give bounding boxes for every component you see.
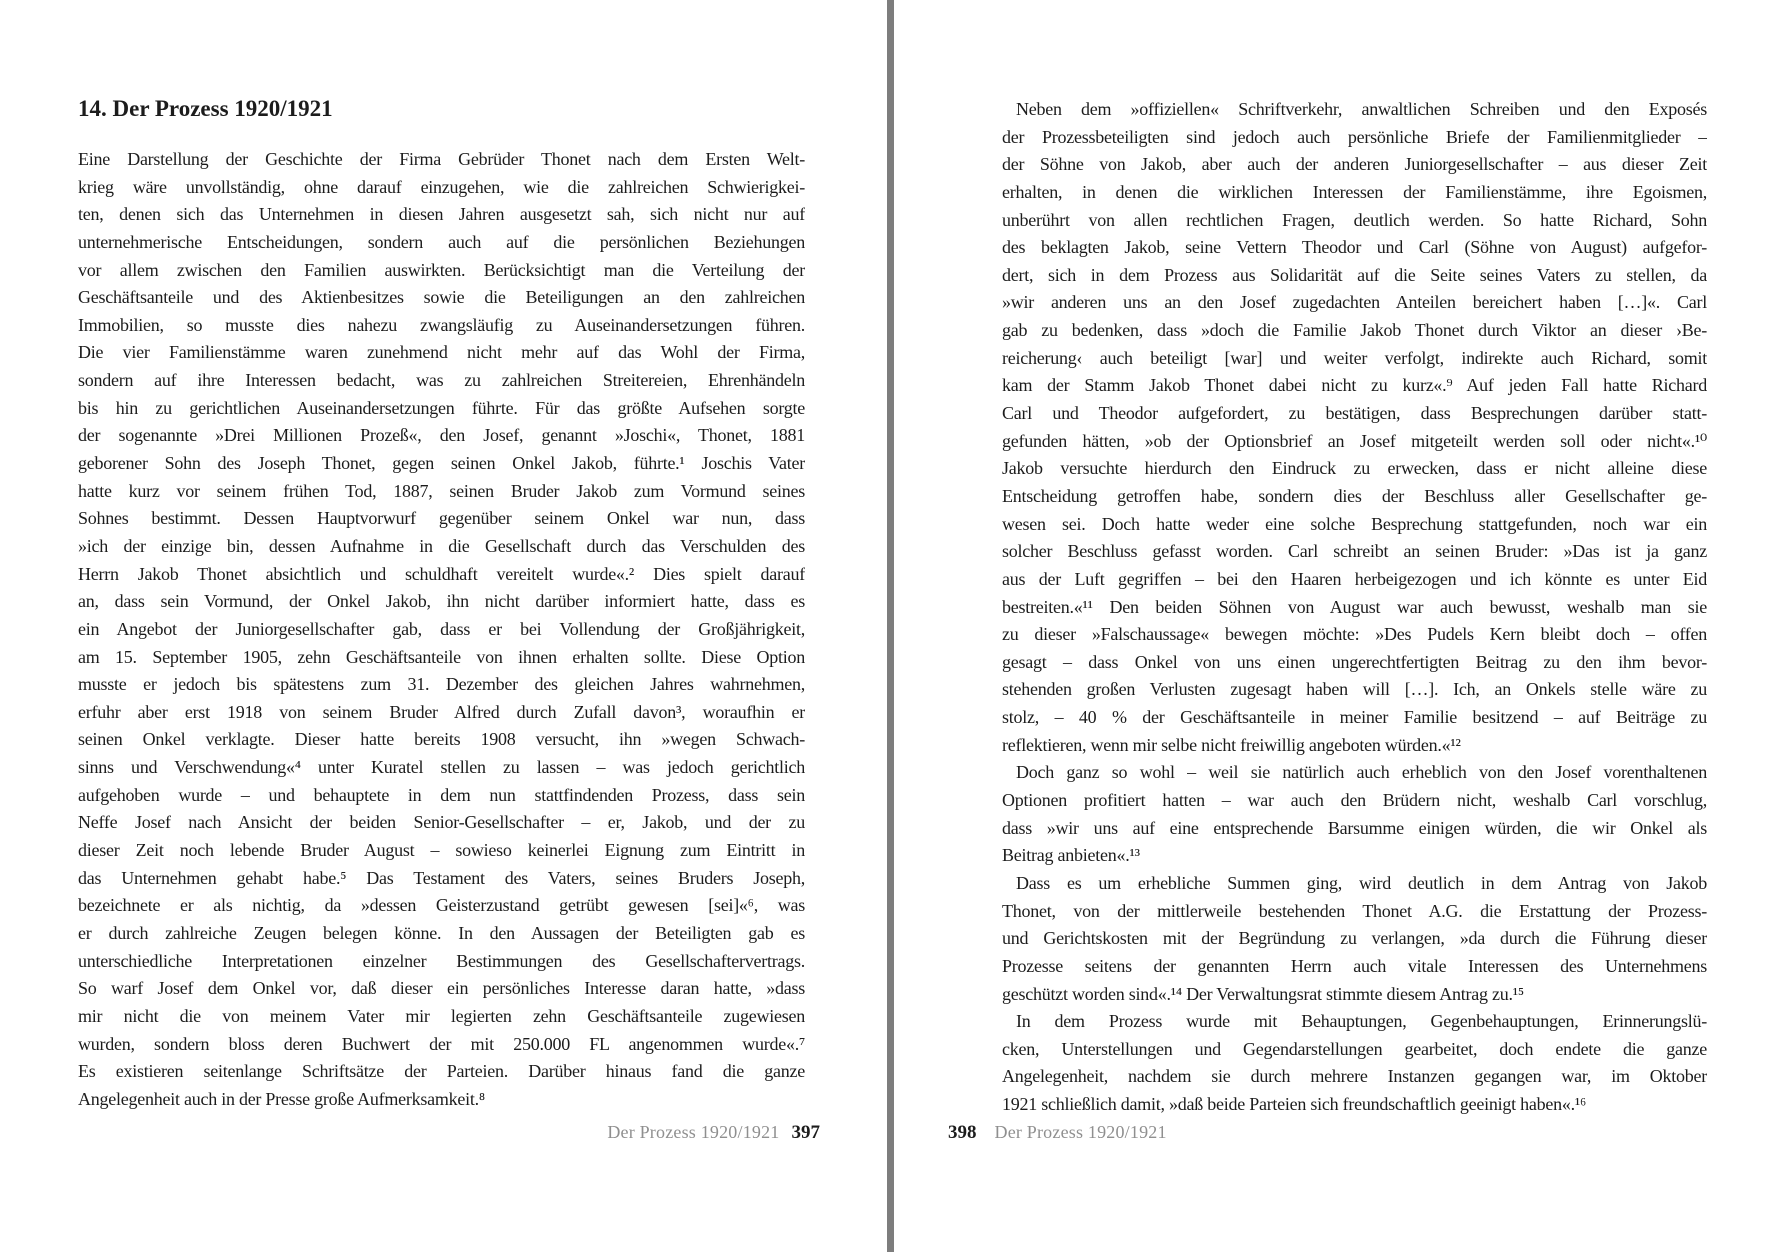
text-line: dass »wir uns auf eine entsprechende Barsumme einigen würden, die wir Onkel als [1002,817,1707,838]
page-gutter-divider [887,0,894,1252]
text-line: seinen Onkel verklagte. Dieser hatte bereits 1908 versucht, ihn »wegen Schwach- [78,729,805,750]
text-line: zu dieser »Falschaussage« bewegen möchte: »Des Pudels Kern bleibt doch – offen [1002,624,1707,645]
text-line: In dem Prozess wurde mit Behauptungen, Gegenbehauptungen, Erinnerungslü- [1016,1011,1707,1032]
text-line: stehenden großen Verlusten zugesagt haben will […]. Ich, an Onkels stelle wäre zu [1002,679,1707,700]
text-line: reicherung‹ auch beteiligt [war] und weiter verfolgt, indirekte auch Richard, somit [1002,347,1707,368]
text-line: Herrn Jakob Thonet absichtlich und schuldhaft vereitelt wurde«.² Dies spielt darauf [78,563,805,584]
text-line: ten, denen sich das Unternehmen in diesen Jahren ausgesetzt sah, sich nicht nur auf [78,204,805,225]
text-line: ein Angebot der Juniorgesellschafter gab, dass er bei Vollendung der Großjährigkeit, [78,618,805,639]
text-line: Eine Darstellung der Geschichte der Firma Gebrüder Thonet nach dem Ersten Welt- [78,149,805,169]
text-line: wurden, sondern bloss deren Buchwert der mit 250.000 FL angenommen wurde«.⁷ [78,1033,805,1054]
text-line: vor allem zwischen den Familien auswirkten. Berücksichtigt man die Verteilung der [78,259,805,280]
text-line: solcher Beschluss gefasst worden. Carl schreibt an seinen Bruder: »Das ist ja ganz [1002,541,1707,562]
text-line: er durch zahlreiche Zeugen belegen könne. In den Aussagen der Beteiligten gab es [78,922,805,943]
text-line: »wir anderen uns an den Josef zugedachten Anteilen bereichert haben […]«. Carl [1002,292,1707,313]
text-line: Die vier Familienstämme waren zunehmend nicht mehr auf das Wohl der Firma, [78,342,805,363]
text-line: Prozesse seitens der genannten Herrn auch vitale Interessen des Unternehmens [1002,955,1707,976]
text-line: Beitrag anbieten«.¹³ [1002,845,1140,866]
text-line: bestreiten.«¹¹ Den beiden Söhnen von August war auch bewusst, weshalb man sie [1002,596,1707,617]
text-line: Es existieren seitenlange Schriftsätze der Parteien. Darüber hinaus fand die ganze [78,1061,805,1082]
text-line: 1921 schließlich damit, »daß beide Parteien sich freundschaftlich geeinigt haben«.¹⁶ [1002,1094,1586,1115]
text-line: Carl und Theodor aufgefordert, zu bestätigen, dass Besprechungen darüber statt- [1002,403,1707,424]
text-line: reflektieren, wenn mir selbe nicht freiwillig angeboten würden.«¹² [1002,734,1461,755]
left-page-footer [78,1122,820,1144]
text-line: Geschäftsanteile und des Aktienbesitzes sowie die Beteiligungen an den zahlreichen [78,287,805,308]
text-line: Dass es um erhebliche Summen ging, wird deutlich in dem Antrag von Jakob [1016,872,1707,893]
left-running-title: Der Prozess 1920/1921 [607,1122,780,1142]
text-line: mir nicht die von meinem Vater mir legierten zehn Geschäftsanteile zugewiesen [78,1005,805,1026]
text-line: aus der Luft gegriffen – bei den Haaren herbeigezogen und ich könnte es unter Eid [1002,568,1707,589]
text-line: der sogenannte »Drei Millionen Prozeß«, den Josef, genannt »Joschi«, Thonet, 1881 [78,425,805,446]
text-line: dert, sich in dem Prozess aus Solidarität auf die Seite seines Vaters zu stellen, da [1002,264,1707,285]
text-line: cken, Unterstellungen und Gegendarstellungen gearbeitet, doch endete die ganze [1002,1038,1707,1059]
text-line: musste er jedoch bis spätestens zum 31. Dezember des gleichen Jahres wahrnehmen, [78,674,805,695]
text-line: Doch ganz so wohl – weil sie natürlich auch erheblich von den Josef vorenthaltenen [1016,762,1707,783]
text-line: bis hin zu gerichtlichen Auseinandersetzungen führte. Für das größte Aufsehen sorgte [78,397,805,418]
text-line: dieser Zeit noch lebende Bruder August – sowieso keinerlei Eignung zum Eintritt in [78,840,805,861]
text-line: Entscheidung getroffen habe, sondern dies der Beschluss aller Gesellschafter ge- [1002,485,1707,506]
text-line: erfuhr aber erst 1918 von seinem Bruder Alfred durch Zufall davon³, woraufhin er [78,701,805,722]
text-line: Jakob versuchte hierdurch den Eindruck zu erwecken, dass er nicht alleine diese [1002,458,1707,479]
text-line: wesen sei. Doch hatte weder eine solche Besprechung stattgefunden, noch war ein [1002,513,1707,534]
left-page-body [78,146,805,1113]
right-running-title: Der Prozess 1920/1921 [994,1122,1167,1142]
text-line: am 15. September 1905, zehn Geschäftsanteile von ihnen erhalten sollte. Diese Option [78,646,805,667]
text-line: Immobilien, so musste dies nahezu zwangsläufig zu Auseinandersetzungen führen. [78,314,805,335]
text-line: Thonet, von der mittlerweile bestehenden Thonet A.G. die Erstattung der Prozess- [1002,900,1707,921]
text-line: geborener Sohn des Joseph Thonet, gegen seinen Onkel Jakob, führte.¹ Joschis Vater [78,453,805,474]
right-page-footer [948,1122,1167,1144]
text-line: Neben dem »offiziellen« Schriftverkehr, anwaltlichen Schreiben und den Exposés [1016,99,1707,119]
text-line: unterschiedliche Interpretationen einzelner Bestimmungen des Gesellschaftervertrags. [78,950,805,971]
text-line: »ich der einzige bin, dessen Aufnahme in die Gesellschaft durch das Verschulden des [78,535,805,556]
chapter-heading: 14. Der Prozess 1920/1921 [78,96,333,121]
text-line: Optionen profitiert hatten – war auch den Brüdern nicht, weshalb Carl vorschlug, [1002,790,1707,811]
text-line: gab zu bedenken, dass »doch die Familie Jakob Thonet durch Viktor an dieser ›Be- [1002,320,1707,341]
text-line: des beklagten Jakob, seine Vettern Theodor und Carl (Söhne von August) aufgefor- [1002,237,1707,258]
text-line: an, dass sein Vormund, der Onkel Jakob, ihn nicht darüber informiert hatte, dass es [78,591,805,612]
text-line: krieg wäre unvollständig, ohne darauf einzugehen, wie die zahlreichen Schwierigkei- [78,176,805,197]
text-line: unternehmerische Entscheidungen, sondern auch auf die persönlichen Beziehungen [78,231,805,252]
text-line: Angelegenheit, nachdem sie durch mehrere Instanzen gegangen war, im Oktober [1002,1066,1707,1087]
text-line: der Prozessbeteiligten sind jedoch auch persönliche Briefe der Familienmitglieder – [1002,126,1707,147]
text-line: aufgehoben wurde – und behauptete in dem nun stattfindenden Prozess, dass sein [78,784,805,805]
text-line: hatte kurz vor seinem frühen Tod, 1887, seinen Bruder Jakob zum Vormund seines [78,480,805,501]
right-page-body [1002,96,1707,1119]
text-line: So warf Josef dem Onkel vor, daß dieser ein persönliches Interesse daran hatte, »dass [78,978,805,999]
text-line: unberührt von allen rechtlichen Fragen, deutlich werden. So hatte Richard, Sohn [1002,209,1707,230]
text-line: sinns und Verschwendung«⁴ unter Kuratel stellen zu lassen – was jedoch gerichtlich [78,757,805,778]
text-line: Neffe Josef nach Ansicht der beiden Senior-Gesellschafter – er, Jakob, und der zu [78,812,805,833]
text-line: Sohnes bestimmt. Dessen Hauptvorwurf gegenüber seinem Onkel war nun, dass [78,508,805,529]
text-line: erhalten, in denen die wirklichen Interessen der Familienstämme, ihre Egoismen, [1002,181,1707,202]
text-line: gesagt – dass Onkel von uns einen ungerechtfertigten Beitrag zu den ihm bevor- [1002,651,1707,672]
right-page-number: 398 [948,1122,977,1143]
text-line: der Söhne von Jakob, aber auch der anderen Juniorgesellschafter – aus dieser Zeit [1002,154,1707,175]
text-line: kam der Stamm Jakob Thonet dabei nicht zu kurz«.⁹ Auf jeden Fall hatte Richard [1002,375,1707,396]
text-line: gefunden hätten, »ob der Optionsbrief an Josef mitgeteilt werden soll oder nicht«.¹⁰ [1002,430,1707,451]
text-line: bezeichnete er als nichtig, da »dessen Geisterzustand getrübt gewesen [sei]«⁶, was [78,895,805,916]
text-line: stolz, – 40 % der Geschäftsanteile in meiner Familie besitzend – auf Beiträge zu [1002,707,1707,728]
text-line: und Gerichtskosten mit der Begründung zu verlangen, »da durch die Führung dieser [1002,928,1707,949]
text-line: geschützt worden sind«.¹⁴ Der Verwaltungsrat stimmte diesem Antrag zu.¹⁵ [1002,983,1524,1004]
text-line: Angelegenheit auch in der Presse große Aufmerksamkeit.⁸ [78,1088,485,1109]
text-line: sondern auf ihre Interessen bedacht, was zu zahlreichen Streitereien, Ehrenhändeln [78,370,805,391]
text-line: das Unternehmen gehabt habe.⁵ Das Testament des Vaters, seines Bruders Joseph, [78,867,805,888]
left-page-number: 397 [791,1122,820,1143]
